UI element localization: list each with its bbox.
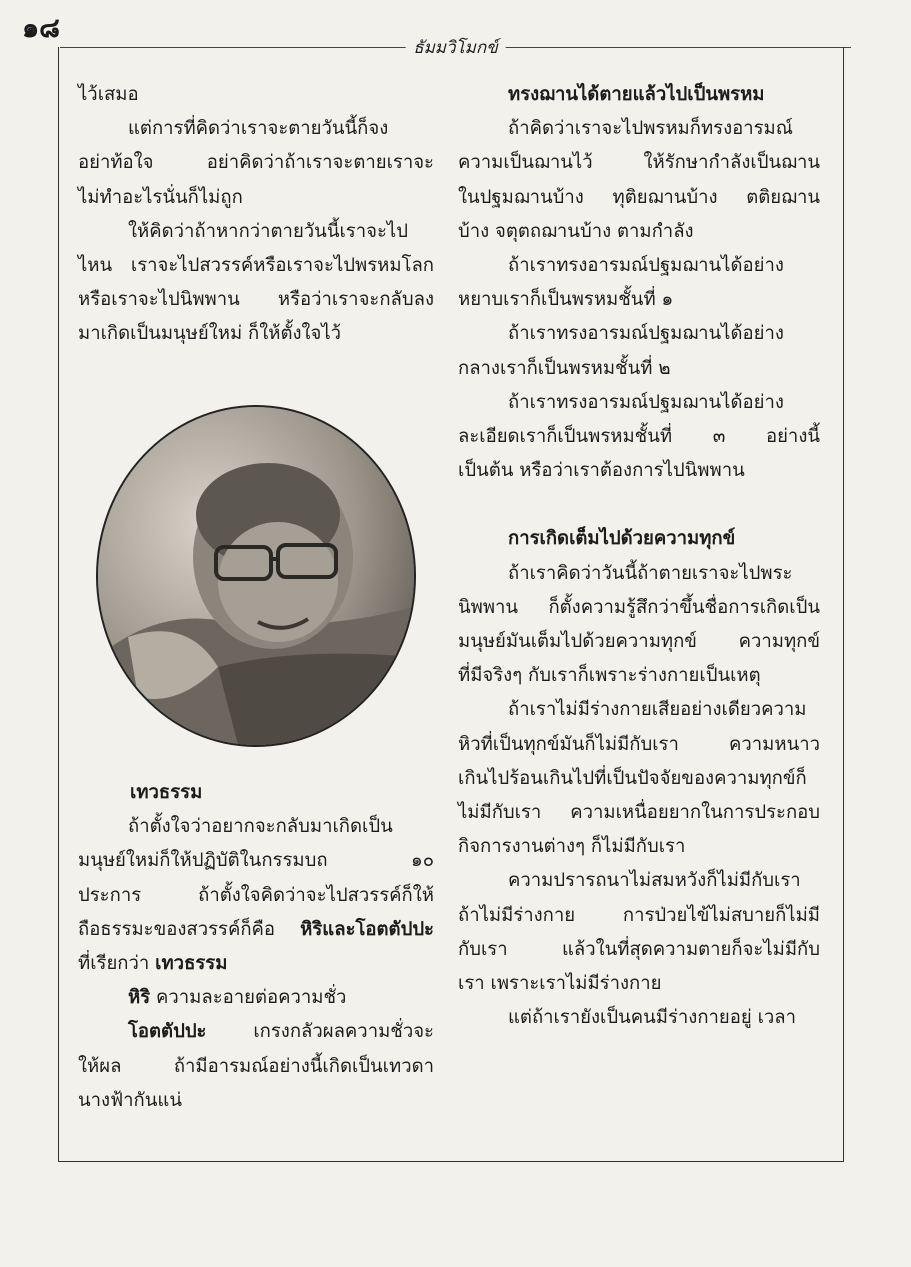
text-line: เรา เพราะเราไม่มีร่างกาย	[458, 973, 662, 995]
text-line: ถ้าไม่มีร่างกาย การป่วยไข้ไม่สบายก็ไม่มี	[458, 904, 820, 926]
section-heading-brahma: ทรงฌานได้ตายแล้วไปเป็นพรหม	[508, 84, 765, 105]
text-line: ในปฐมฌานบ้าง ทุติยฌานบ้าง ตติยฌาน	[458, 186, 820, 208]
text-line: ให้คิดว่าถ้าหากว่าตายวันนี้เราจะไป	[128, 220, 408, 242]
text-line: นิพพาน ก็ตั้งความรู้สึกว่าขึ้นชื่อการเกิดเป็น	[458, 596, 820, 618]
monk-portrait-photo	[96, 405, 416, 747]
text-line: ถ้าตั้งใจว่าอยากจะกลับมาเกิดเป็น	[128, 816, 393, 838]
text-line: มนุษย์ใหม่ก็ให้ปฏิบัติในกรรมบถ ๑๐	[78, 850, 434, 872]
text-line: เป็นต้น หรือว่าเราต้องการไปนิพพาน	[458, 460, 745, 482]
text-line: ไหน เราจะไปสวรรค์หรือเราจะไปพรหมโลก	[78, 255, 434, 277]
text-line: บ้าง จตุตถฌานบ้าง ตามกำลัง	[458, 220, 694, 242]
text-line: ถ้าเราคิดว่าวันนี้ถ้าตายเราจะไปพระ	[508, 562, 793, 584]
text-line: ถ้าเราทรงอารมณ์ปฐมฌานได้อย่าง	[508, 323, 784, 345]
text-line: มนุษย์มันเต็มไปด้วยความทุกข์ ความทุกข์	[458, 631, 820, 653]
text-line: หยาบเราก็เป็นพรหมชั้นที่ ๑	[458, 289, 674, 311]
text-line: กลางเราก็เป็นพรหมชั้นที่ ๒	[458, 357, 671, 379]
text-line: ถ้าเราทรงอารมณ์ปฐมฌานได้อย่าง	[508, 255, 784, 277]
text-line: ละเอียดเราก็เป็นพรหมชั้นที่ ๓ อย่างนี้	[458, 426, 820, 448]
section-heading-suffering: การเกิดเต็มไปด้วยความทุกข์	[508, 528, 736, 550]
spacer	[458, 488, 820, 522]
text-line: หรือเราจะไปนิพพาน หรือว่าเราจะกลับลง	[78, 289, 434, 311]
section-heading-devadhamma: เทวธรรม	[130, 782, 203, 803]
text-line	[78, 981, 434, 1015]
text-span: ที่เรียกว่า	[78, 953, 156, 975]
text-line	[78, 947, 434, 981]
text-line: ความปรารถนาไม่สมหวังก็ไม่มีกับเรา	[508, 870, 801, 892]
text-line: แต่การที่คิดว่าเราจะตายวันนี้ก็จง	[128, 118, 389, 140]
monk-portrait-icon	[98, 407, 414, 745]
text-span: ถือธรรมะของสวรรค์ก็คือ	[78, 918, 301, 940]
text-line: ไม่ทำอะไรนั่นก็ไม่ถูก	[78, 186, 243, 208]
text-line: ความเป็นฌานไว้ ให้รักษากำลังเป็นฌาน	[458, 152, 820, 174]
text-line: มาเกิดเป็นมนุษย์ใหม่ ก็ให้ตั้งใจไว้	[78, 323, 342, 345]
bold-term: หิริและโอตตัปปะ	[300, 918, 434, 940]
bold-term: โอตตัปปะ	[128, 1021, 207, 1043]
text-line: แต่ถ้าเรายังเป็นคนมีร่างกายอยู่ เวลา	[508, 1007, 797, 1029]
text-line: ที่มีจริงๆ กับเราก็เพราะร่างกายเป็นเหตุ	[458, 665, 761, 687]
text-span: ความละอายต่อความชั่ว	[150, 987, 347, 1009]
text-line: ไม่มีกับเรา ความเหนื่อยยากในการประกอบ	[458, 802, 820, 824]
text-line: หิวที่เป็นทุกข์มันก็ไม่มีกับเรา ความหนาว	[458, 733, 820, 755]
text-line: ให้ผล ถ้ามีอารมณ์อย่างนี้เกิดเป็นเทวดา	[78, 1055, 434, 1077]
text-line	[78, 1015, 434, 1049]
bold-term: หิริ	[128, 987, 151, 1009]
left-column-top	[78, 78, 434, 352]
text-line: ถ้าคิดว่าเราจะไปพรหมก็ทรงอารมณ์	[508, 118, 793, 140]
text-line: ถ้าเราไม่มีร่างกายเสียอย่างเดียวความ	[508, 699, 807, 721]
left-column-bottom	[78, 776, 434, 1118]
text-line: ประการ ถ้าตั้งใจคิดว่าจะไปสวรรค์ก็ให้	[78, 884, 434, 906]
text-line: อย่าท้อใจ อย่าคิดว่าถ้าเราจะตายเราจะ	[78, 152, 434, 174]
header-title: ธัมมวิโมกข์	[405, 34, 506, 61]
page-number: ๑๘	[22, 13, 60, 44]
text-line: นางฟ้ากันแน่	[78, 1089, 182, 1111]
right-column	[458, 78, 820, 1035]
text-span: เกรงกลัวผลความชั่วจะ	[206, 1021, 434, 1043]
bold-term: เทวธรรม	[155, 953, 228, 975]
text-line: กับเรา แล้วในที่สุดความตายก็จะไม่มีกับ	[458, 938, 820, 960]
text-line: ไว้เสมอ	[78, 84, 139, 105]
text-line: เกินไปร้อนเกินไปที่เป็นปัจจัยของความทุกข์ก็	[458, 767, 807, 789]
text-line: ถ้าเราทรงอารมณ์ปฐมฌานได้อย่าง	[508, 391, 784, 413]
text-line: กิจการงานต่างๆ ก็ไม่มีกับเรา	[458, 836, 686, 858]
text-line	[78, 913, 434, 947]
